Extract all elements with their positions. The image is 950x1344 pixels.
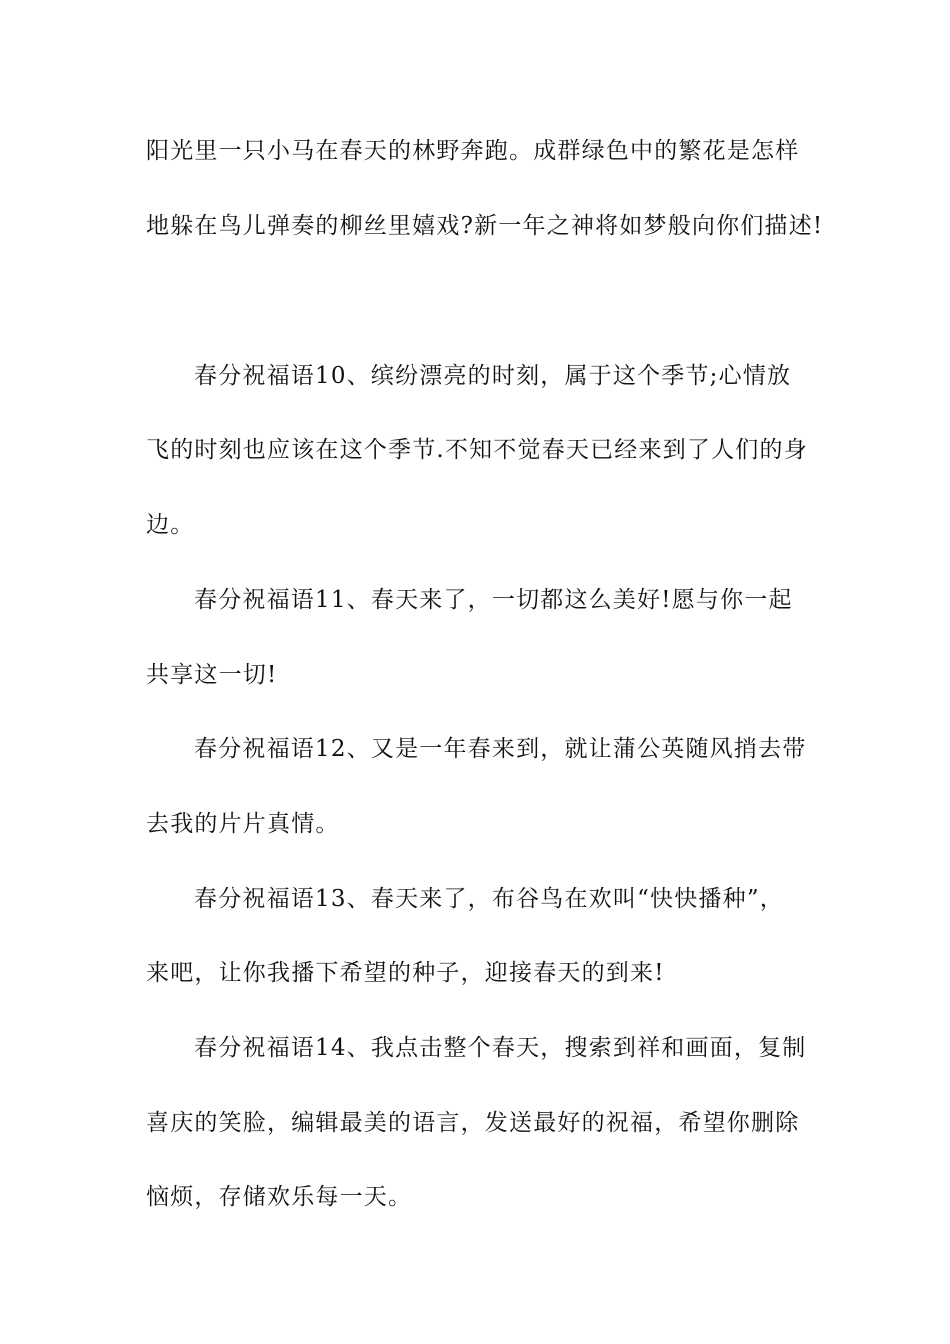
text-line: 共享这一切!	[146, 662, 278, 688]
text-line: 恼烦，存储欢乐每一天。	[146, 1184, 413, 1210]
paragraph-first-line: 春分祝福语13、春天来了，布谷鸟在欢叫“快快播种”，	[194, 886, 784, 912]
text-line: 边。	[146, 512, 195, 538]
text-line: 飞的时刻也应该在这个季节.不知不觉春天已经来到了人们的身	[146, 437, 808, 463]
text-line: 阳光里一只小马在春天的林野奔跑。成群绿色中的繁花是怎样	[146, 138, 800, 164]
paragraph-first-line: 春分祝福语12、又是一年春来到，就让蒲公英随风捎去带	[194, 736, 807, 762]
paragraph-first-line: 春分祝福语10、缤纷漂亮的时刻，属于这个季节;心情放	[194, 363, 792, 389]
text-line: 来吧，让你我播下希望的种子，迎接春天的到来!	[146, 960, 665, 986]
text-line: 去我的片片真情。	[146, 811, 340, 837]
text-line: 喜庆的笑脸，编辑最美的语言，发送最好的祝福，希望你删除	[146, 1110, 800, 1136]
text-line: 地躲在鸟儿弹奏的柳丝里嬉戏?新一年之神将如梦般向你们描述!	[146, 213, 824, 239]
paragraph-first-line: 春分祝福语14、我点击整个春天，搜索到祥和画面，复制	[194, 1035, 807, 1061]
paragraph-first-line: 春分祝福语11、春天来了，一切都这么美好!愿与你一起	[194, 587, 793, 613]
